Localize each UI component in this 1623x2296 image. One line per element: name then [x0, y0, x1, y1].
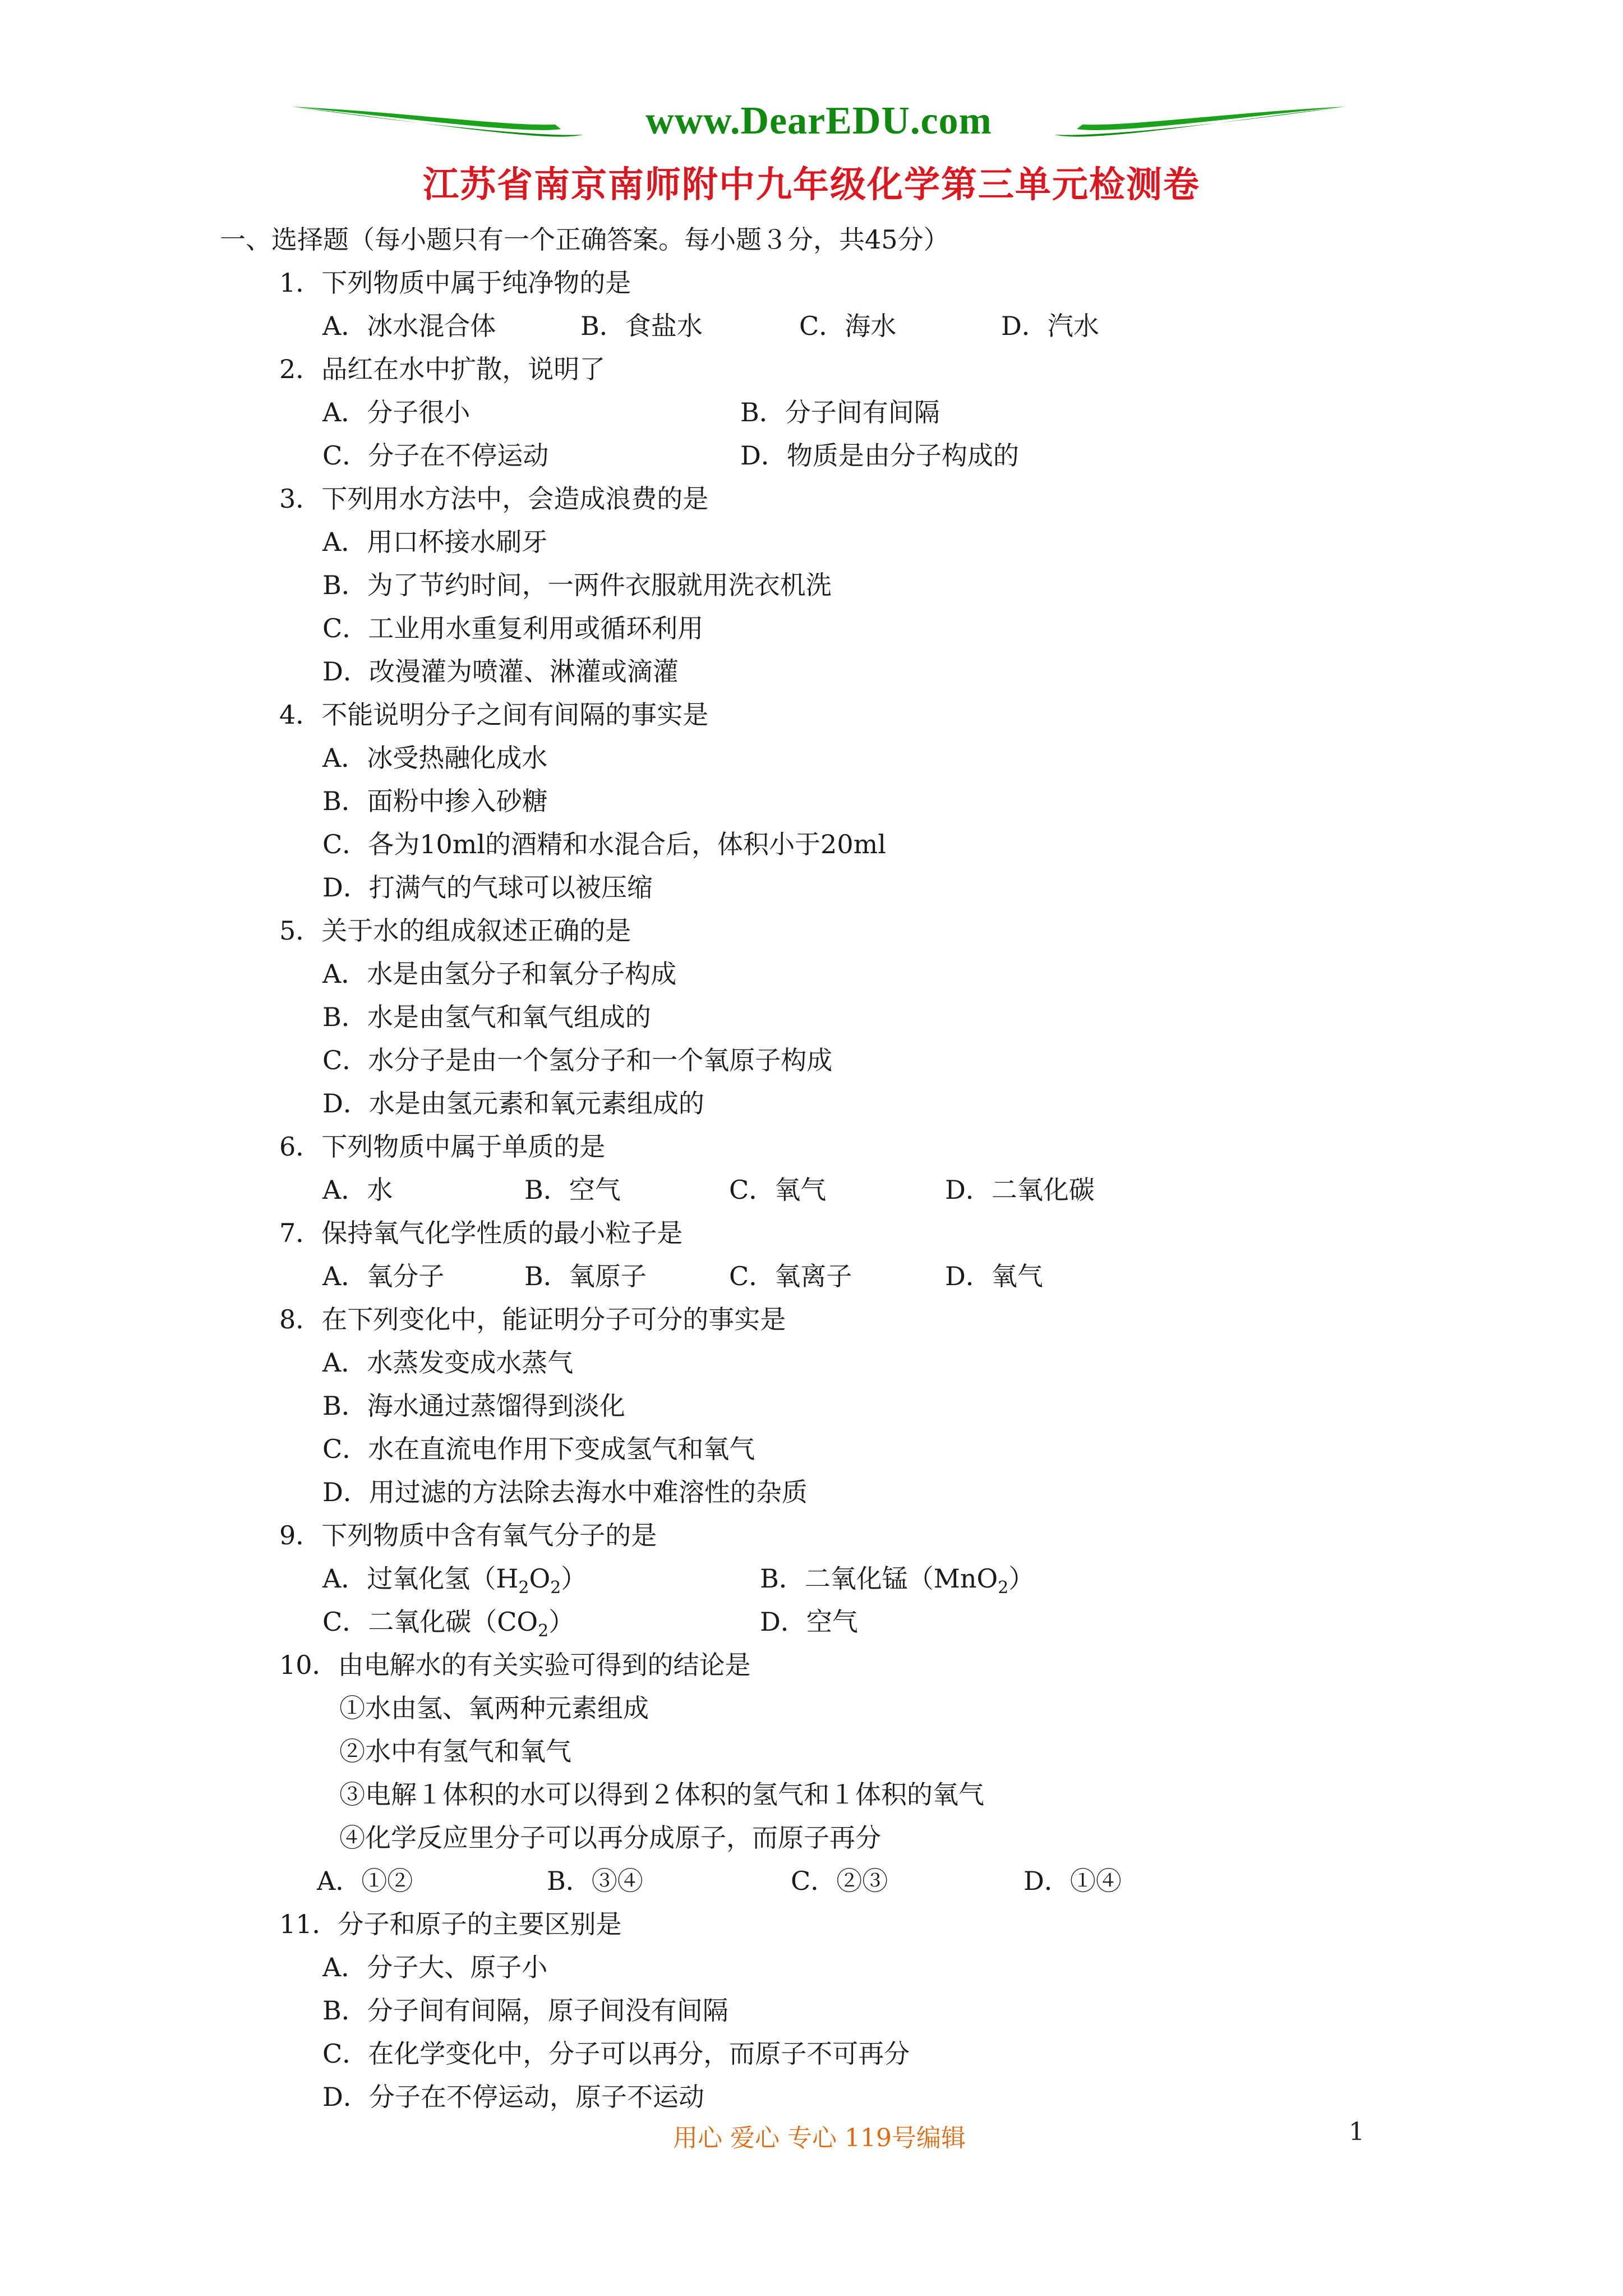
question-3-option-d: D．改漫灌为喷灌、淋灌或滴灌: [322, 656, 679, 687]
option-c: C．海水: [799, 311, 897, 341]
question-10-statement-1: ①水由氢、氧两种元素组成: [339, 1693, 649, 1723]
document-title: 江苏省南京南师附中九年级化学第三单元检测卷: [423, 164, 1200, 206]
question-10-statement-4: ④化学反应里分子可以再分成原子，而原子再分: [339, 1823, 881, 1853]
option-b: B．分子间有间隔: [740, 397, 940, 427]
option-c: C．②③: [791, 1866, 888, 1896]
page-number: 1: [1349, 2118, 1364, 2146]
question-4-option-a: A．冰受热融化成水: [322, 743, 548, 773]
site-logo-text: www.DearEDU.com: [645, 99, 992, 142]
question-10-stem: 10．由电解水的有关实验可得到的结论是: [279, 1650, 751, 1680]
question-2-stem: 2．品红在水中扩散，说明了: [279, 354, 606, 384]
option-b: B．③④: [547, 1866, 643, 1896]
option-d: D．物质是由分子构成的: [740, 440, 1019, 471]
question-4-stem: 4．不能说明分子之间有间隔的事实是: [279, 700, 709, 730]
option-d: D．二氧化碳: [945, 1175, 1095, 1205]
option-b: B．空气: [524, 1175, 621, 1205]
option-c: C．二氧化碳$(CO_2)$: [322, 1607, 575, 1641]
option-d: D．空气: [760, 1607, 858, 1637]
question-11-option-d: D．分子在不停运动，原子不运动: [322, 2082, 704, 2112]
question-10-statement-3: ③电解１体积的水可以得到２体积的氢气和１体积的氧气: [339, 1779, 984, 1810]
question-8-stem: 8．在下列变化中，能证明分子可分的事实是: [279, 1304, 786, 1335]
question-1-stem: 1．下列物质中属于纯净物的是: [279, 268, 631, 298]
question-5-option-c: C．水分子是由一个氢分子和一个氧原子构成: [322, 1045, 833, 1075]
option-c: C．分子在不停运动: [322, 440, 549, 471]
option-a: A．水: [322, 1175, 393, 1205]
option-a: A．氧分子: [322, 1261, 445, 1291]
question-7-stem: 7．保持氧气化学性质的最小粒子是: [279, 1218, 683, 1248]
option-a: A．过氧化氢$(H_2O_2)$: [322, 1563, 587, 1598]
question-8-option-a: A．水蒸发变成水蒸气: [322, 1347, 574, 1378]
question-5-option-a: A．水是由氢分子和氧分子构成: [322, 959, 677, 989]
question-5-option-d: D．水是由氢元素和氧元素组成的: [322, 1088, 704, 1119]
option-c: C．氧气: [729, 1175, 827, 1205]
question-3-option-a: A．用口杯接水刷牙: [322, 527, 548, 557]
option-d: D．①④: [1023, 1866, 1122, 1896]
option-a: A．冰水混合体: [322, 311, 496, 341]
option-b: B．二氧化锰（MnO$_2$）: [760, 1563, 1035, 1598]
question-3-option-b: B．为了节约时间，一两件衣服就用洗衣机洗: [322, 570, 832, 600]
option-a: A．分子很小: [322, 397, 471, 427]
question-3-option-c: C．工业用水重复利用或循环利用: [322, 613, 704, 643]
section-heading: 一、选择题（每小题只有一个正确答案。每小题３分，共45分）: [220, 224, 949, 255]
question-11-stem: 11．分子和原子的主要区别是: [279, 1909, 622, 1939]
question-8-option-b: B．海水通过蒸馏得到淡化: [322, 1391, 625, 1421]
question-6-stem: 6．下列物质中属于单质的是: [279, 1131, 606, 1162]
option-b: B．食盐水: [580, 311, 703, 341]
option-a: A．①②: [317, 1866, 413, 1896]
option-d: D．汽水: [1001, 311, 1099, 341]
question-4-option-b: B．面粉中掺入砂糖: [322, 786, 548, 816]
question-4-option-c: C．各为10ml的酒精和水混合后，体积小于20ml: [322, 829, 886, 859]
question-5-stem: 5．关于水的组成叙述正确的是: [279, 915, 631, 946]
question-11-option-b: B．分子间有间隔，原子间没有间隔: [322, 1995, 728, 2026]
question-4-option-d: D．打满气的气球可以被压缩: [322, 872, 653, 903]
option-b: B．氧原子: [524, 1261, 647, 1291]
question-11-option-c: C．在化学变化中，分子可以再分，而原子不可再分: [322, 2039, 910, 2069]
footer-slogan: 用心 爱心 专心 119号编辑: [673, 2124, 966, 2152]
option-c: C．氧离子: [729, 1261, 852, 1291]
question-3-stem: 3．下列用水方法中，会造成浪费的是: [279, 484, 709, 514]
question-8-option-d: D．用过滤的方法除去海水中难溶性的杂质: [322, 1477, 808, 1507]
question-11-option-a: A．分子大、原子小: [322, 1952, 548, 1982]
option-d: D．氧气: [945, 1261, 1043, 1291]
question-10-statement-2: ②水中有氢气和氧气: [339, 1736, 571, 1766]
question-8-option-c: C．水在直流电作用下变成氢气和氧气: [322, 1434, 755, 1464]
question-5-option-b: B．水是由氢气和氧气组成的: [322, 1002, 651, 1032]
question-9-stem: 9．下列物质中含有氧气分子的是: [279, 1520, 657, 1550]
